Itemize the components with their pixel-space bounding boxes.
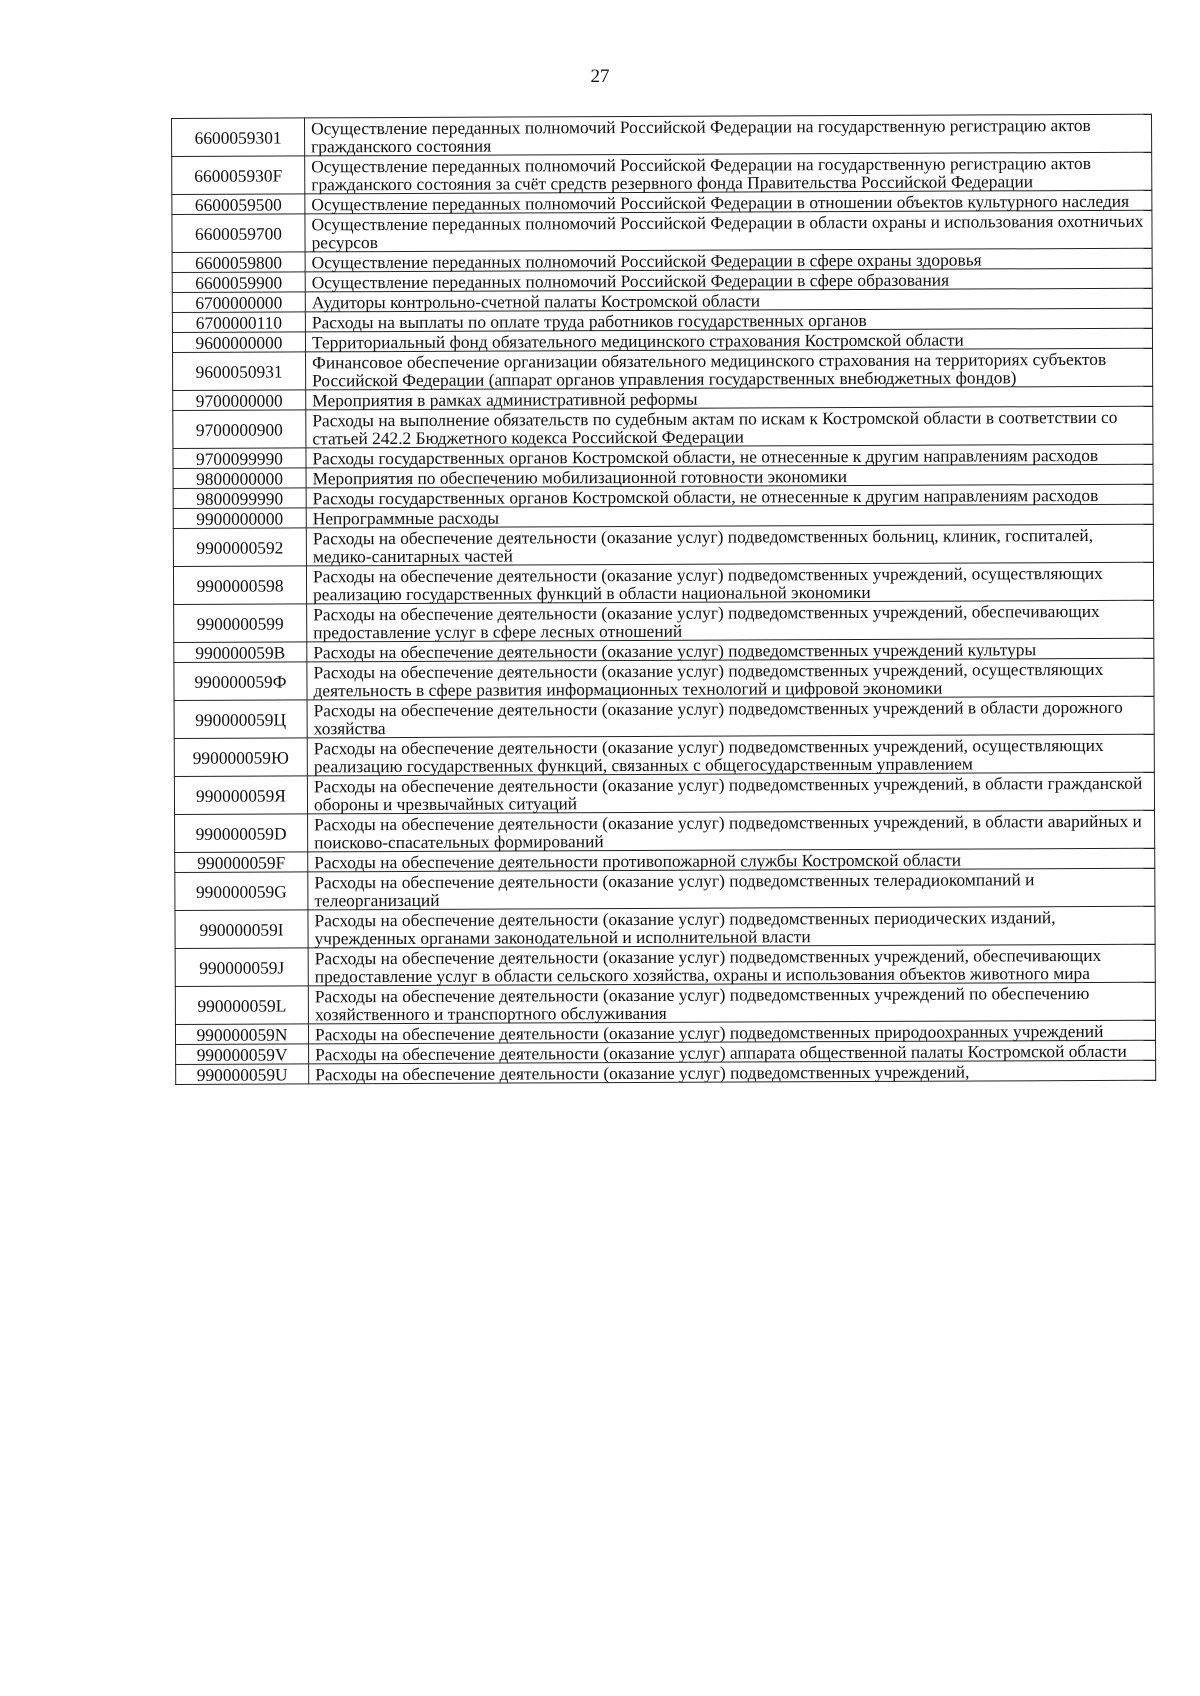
row-code: 6700000110 bbox=[172, 312, 305, 333]
table-row bbox=[175, 868, 1155, 910]
row-code: 990000059Ф bbox=[174, 662, 307, 701]
row-code: 990000059Я bbox=[174, 776, 307, 815]
row-description: Расходы государственных органов Костромской области, не отнесенные к другим направлениям расходов bbox=[306, 484, 1153, 508]
table-body bbox=[172, 114, 1156, 1084]
row-code: 990000059F bbox=[175, 852, 308, 873]
row-description: Расходы на обеспечение деятельности (оказание услуг) подведомственных учреждений, обеспечивающих предоставление услуг в области сельского хозяйства, охраны и использования объектов животного мира bbox=[308, 944, 1155, 986]
table-row bbox=[173, 524, 1153, 566]
table-row bbox=[175, 906, 1155, 948]
table-row bbox=[172, 114, 1152, 156]
row-code: 990000059Ю bbox=[174, 738, 307, 777]
row-description: Расходы государственных органов Костромской области, не отнесенные к другим направлениям расходов bbox=[306, 444, 1153, 468]
row-description: Осуществление переданных полномочий Российской Федерации на государственную регистрацию актов гражданского состояния bbox=[305, 114, 1152, 156]
row-code: 9800000000 bbox=[173, 468, 306, 489]
row-code: 9600000000 bbox=[172, 332, 305, 353]
row-code: 9900000598 bbox=[173, 566, 306, 605]
row-description: Осуществление переданных полномочий Российской Федерации на государственную регистрацию актов гражданского состояния за счёт средств резервного фонда Правительства Российской Федерации bbox=[305, 152, 1152, 194]
table-row bbox=[174, 658, 1154, 700]
table-row bbox=[172, 210, 1152, 252]
row-description: Осуществление переданных полномочий Российской Федерации в отношении объектов культурного наследия bbox=[305, 190, 1152, 214]
row-code: 6600059700 bbox=[172, 214, 305, 253]
row-code: 990000059G bbox=[175, 872, 308, 911]
row-description: Расходы на выполнение обязательств по судебным актам по искам к Костромской области в соответствии со статьей 242.2 Бюджетного кодекса Российской Федерации bbox=[306, 406, 1153, 448]
row-code: 990000059J bbox=[175, 948, 308, 987]
row-description: Расходы на обеспечение деятельности (оказание услуг) подведомственных учреждений, bbox=[309, 1060, 1156, 1084]
table-row bbox=[176, 1040, 1156, 1064]
row-description: Расходы на обеспечение деятельности (оказание услуг) подведомственных учреждений, в области гражданской обороны и чрезвычайных ситуаций bbox=[307, 772, 1154, 814]
row-code: 6600059900 bbox=[172, 272, 305, 293]
row-code: 990000059U bbox=[176, 1064, 309, 1085]
row-description: Расходы на обеспечение деятельности (оказание услуг) подведомственных учреждений по обеспечению хозяйственного и транспортного обслуживания bbox=[308, 982, 1155, 1024]
row-description: Расходы на обеспечение деятельности (оказание услуг) подведомственных учреждений в области дорожного хозяйства bbox=[307, 696, 1154, 738]
row-description: Расходы на обеспечение деятельности (оказание услуг) подведомственных телерадиокомпаний и телеорганизаций bbox=[308, 868, 1155, 910]
table-row bbox=[173, 562, 1153, 604]
row-code: 9600050931 bbox=[173, 352, 306, 391]
row-description: Расходы на обеспечение деятельности (оказание услуг) подведомственных учреждений, осуществляющих реализацию государственных функций, связанных с общегосударственным управлением bbox=[307, 734, 1154, 776]
table-row bbox=[173, 406, 1153, 448]
row-description: Расходы на обеспечение деятельности (оказание услуг) подведомственных учреждений, в области аварийных и поисково-спасательных формирований bbox=[308, 810, 1155, 852]
row-description: Расходы на обеспечение деятельности (оказание услуг) подведомственных учреждений, осуществляющих реализацию государственных функций в области национальной экономики bbox=[306, 562, 1153, 604]
row-code: 990000059D bbox=[175, 814, 308, 853]
table-row bbox=[173, 484, 1153, 508]
row-description: Финансовое обеспечение организации обязательного медицинского страхования на территориях субъектов Российской Федерации (аппарат органов управления государственных внебюджетных фондов) bbox=[306, 348, 1153, 390]
row-code: 6600059800 bbox=[172, 252, 305, 273]
table-row bbox=[175, 982, 1155, 1024]
table-row bbox=[172, 152, 1152, 194]
row-code: 990000059Ц bbox=[174, 700, 307, 739]
row-code: 990000059I bbox=[175, 910, 308, 949]
row-description: Непрограммные расходы bbox=[306, 504, 1153, 528]
budget-code-table bbox=[171, 114, 1156, 1085]
row-description: Расходы на обеспечение деятельности (оказание услуг) аппарата общественной палаты Костромской области bbox=[309, 1040, 1156, 1064]
row-description: Мероприятия в рамках административной реформы bbox=[306, 386, 1153, 410]
table-row bbox=[174, 734, 1154, 776]
row-code: 990000059L bbox=[175, 986, 308, 1025]
table-row bbox=[174, 772, 1154, 814]
row-description: Территориальный фонд обязательного медицинского страхования Костромской области bbox=[305, 328, 1152, 352]
table-row bbox=[173, 444, 1153, 468]
page-number: 27 bbox=[590, 66, 610, 87]
table-row bbox=[173, 348, 1153, 390]
row-code: 990000059V bbox=[176, 1044, 309, 1065]
row-description: Аудиторы контрольно-счетной палаты Костромской области bbox=[305, 288, 1152, 312]
table-row bbox=[174, 696, 1154, 738]
row-code: 6600059301 bbox=[172, 118, 305, 157]
row-code: 9700000000 bbox=[173, 390, 306, 411]
row-code: 6600059500 bbox=[172, 194, 305, 215]
row-code: 990000059В bbox=[174, 642, 307, 663]
row-description: Расходы на выплаты по оплате труда работников государственных органов bbox=[305, 308, 1152, 332]
row-code: 660005930F bbox=[172, 156, 305, 195]
table-row bbox=[175, 944, 1155, 986]
table-row bbox=[175, 810, 1155, 852]
row-code: 6700000000 bbox=[172, 292, 305, 313]
row-description: Осуществление переданных полномочий Российской Федерации в сфере образования bbox=[305, 268, 1152, 292]
row-description: Осуществление переданных полномочий Российской Федерации в области охраны и использования охотничьих ресурсов bbox=[305, 210, 1152, 252]
row-description: Расходы на обеспечение деятельности (оказание услуг) подведомственных учреждений культуры bbox=[307, 638, 1154, 662]
row-code: 990000059N bbox=[175, 1024, 308, 1045]
row-code: 9800099990 bbox=[173, 488, 306, 509]
row-code: 9700000900 bbox=[173, 410, 306, 449]
row-code: 9700099990 bbox=[173, 448, 306, 469]
row-code: 9900000599 bbox=[174, 604, 307, 643]
row-description: Расходы на обеспечение деятельности (оказание услуг) подведомственных больниц, клиник, госпиталей, медико-санитарных частей bbox=[306, 524, 1153, 566]
row-description: Мероприятия по обеспечению мобилизационной готовности экономики bbox=[306, 464, 1153, 488]
table-row bbox=[174, 600, 1154, 642]
row-description: Осуществление переданных полномочий Российской Федерации в сфере охраны здоровья bbox=[305, 248, 1152, 272]
row-description: Расходы на обеспечение деятельности (оказание услуг) подведомственных учреждений, осуществляющих деятельность в сфере развития информационных технологий и цифровой экономики bbox=[307, 658, 1154, 700]
row-description: Расходы на обеспечение деятельности противопожарной службы Костромской области bbox=[308, 848, 1155, 872]
row-description: Расходы на обеспечение деятельности (оказание услуг) подведомственных учреждений, обеспечивающих предоставление услуг в сфере лесных отношений bbox=[307, 600, 1154, 642]
row-description: Расходы на обеспечение деятельности (оказание услуг) подведомственных природоохранных учреждений bbox=[308, 1020, 1155, 1044]
row-description: Расходы на обеспечение деятельности (оказание услуг) подведомственных периодических изданий, учрежденных органами законодательной и исполнительной власти bbox=[308, 906, 1155, 948]
table-row bbox=[176, 1060, 1156, 1084]
row-code: 9900000592 bbox=[173, 528, 306, 567]
row-code: 9900000000 bbox=[173, 508, 306, 529]
